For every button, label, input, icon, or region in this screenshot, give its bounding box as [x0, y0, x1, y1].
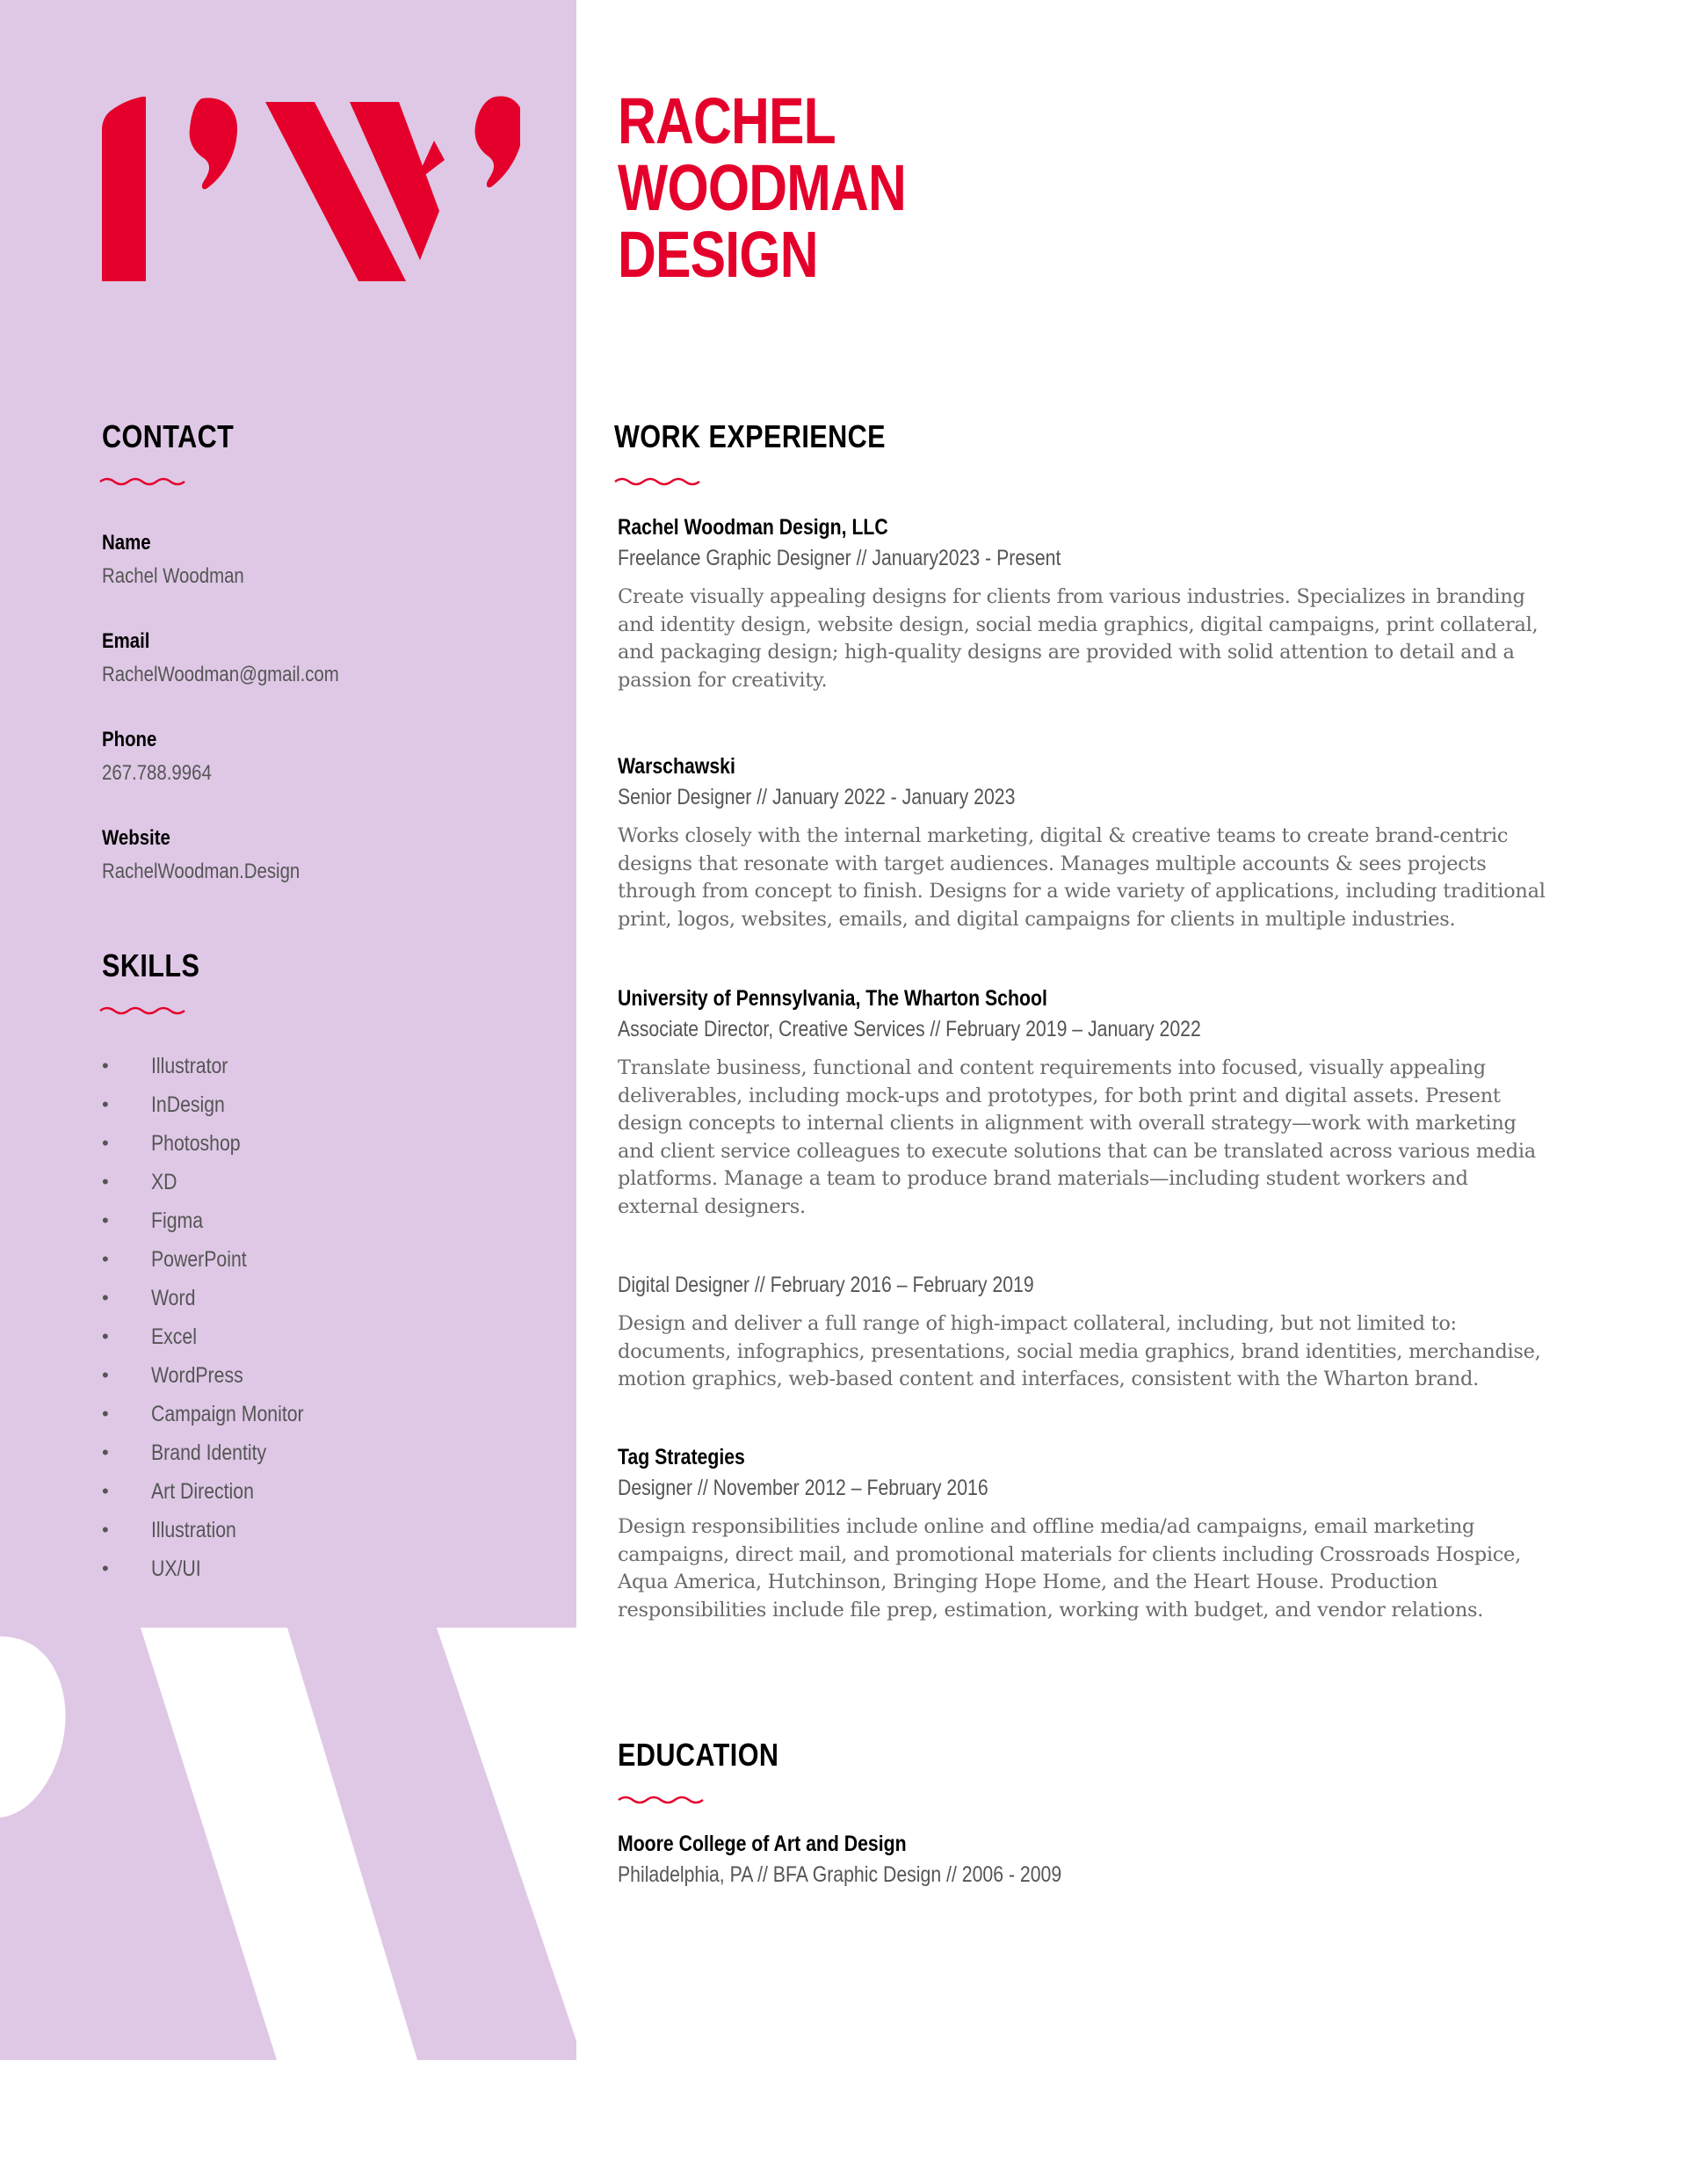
skill-item: • Art Direction: [102, 1477, 330, 1515]
skill-item: • Word: [102, 1283, 330, 1322]
job-entry: [618, 1273, 1549, 1394]
bullet-icon: •: [102, 1287, 109, 1309]
bullet-icon: •: [102, 1364, 109, 1386]
bullet-icon: •: [102, 1055, 109, 1077]
bullet-icon: •: [102, 1480, 109, 1502]
brand-title-line: DESIGN: [618, 218, 818, 291]
skill-item: • Campaign Monitor: [102, 1399, 330, 1438]
squiggle-divider: [98, 1005, 190, 1016]
job-role: Digital Designer // February 2016 – February 2019: [618, 1273, 1034, 1297]
job-entry: [618, 754, 1549, 933]
job-entry: [618, 515, 1549, 694]
bullet-icon: •: [102, 1093, 109, 1115]
skill-item: • Excel: [102, 1322, 330, 1360]
brand-logo: [98, 95, 520, 288]
skill-item: • Photoshop: [102, 1128, 330, 1167]
job-description: Design and deliver a full range of high-impact collateral, including, but not limited to: documents, infographics, presentations, social media graphics, brand identities, merchandise, motion graphics, web-based content and interfaces, consistent with the Wharton brand.: [618, 1312, 1541, 1390]
brand-title: [618, 84, 906, 291]
skills-heading: SKILLS: [102, 947, 200, 983]
job-description: Design responsibilities include online and offline media/ad campaigns, email marketing campaigns, direct mail, and promotional materials for clients including Crossroads Hospice, Aqua America, Hutchinson, Bringing Hope Home, and the Heart House. Production responsibilities include file prep, estimation, working with budget, and vendor relations.: [618, 1515, 1521, 1622]
monogram-decoration: [0, 1628, 576, 2060]
contact-website-link[interactable]: RachelWoodman.Design: [102, 860, 300, 883]
contact-email-link[interactable]: RachelWoodman@gmail.com: [102, 663, 339, 686]
job-company: Tag Strategies: [618, 1445, 745, 1469]
education-heading: EDUCATION: [618, 1737, 779, 1773]
bullet-icon: •: [102, 1248, 109, 1270]
contact-name-value: Rachel Woodman: [102, 564, 244, 588]
education-details: Philadelphia, PA // BFA Graphic Design // 2006 - 2009: [618, 1862, 1062, 1887]
job-role: Senior Designer // January 2022 - January 2023: [618, 785, 1016, 809]
skills-list: [102, 1051, 330, 1593]
skill-item: • WordPress: [102, 1360, 330, 1399]
contact-email-label: Email: [102, 629, 150, 653]
work-experience-heading: WORK EXPERIENCE: [614, 418, 887, 454]
job-role: Designer // November 2012 – February 2016: [618, 1476, 988, 1500]
skill-item: • Illustration: [102, 1515, 330, 1554]
bullet-icon: •: [102, 1171, 109, 1193]
contact-heading: CONTACT: [102, 418, 235, 454]
skill-item: • UX/UI: [102, 1554, 330, 1593]
squiggle-divider: [613, 476, 705, 487]
education-school: Moore College of Art and Design: [618, 1832, 907, 1856]
brand-title-line: WOODMAN: [618, 151, 906, 224]
job-description: Create visually appealing designs for clients from various industries. Specializes in branding and identity design, website design, social media graphics, digital campaigns, print collateral, and packaging design; high-quality designs are provided with solid attention to detail and a passion for creativity.: [618, 585, 1539, 692]
skill-item: • Figma: [102, 1206, 330, 1244]
bullet-icon: •: [102, 1441, 109, 1463]
squiggle-divider: [617, 1795, 708, 1805]
job-company: University of Pennsylvania, The Wharton School: [618, 986, 1047, 1011]
skill-item: • Illustrator: [102, 1051, 330, 1090]
bullet-icon: •: [102, 1209, 109, 1231]
contact-name-label: Name: [102, 531, 151, 555]
bullet-icon: •: [102, 1132, 109, 1154]
bullet-icon: •: [102, 1519, 109, 1541]
skill-item: • InDesign: [102, 1090, 330, 1128]
bullet-icon: •: [102, 1557, 109, 1579]
job-role: Freelance Graphic Designer // January2023 - Present: [618, 546, 1061, 570]
contact-phone-link[interactable]: 267.788.9964: [102, 761, 212, 785]
contact-website-label: Website: [102, 826, 170, 850]
skill-item: • XD: [102, 1167, 330, 1206]
bullet-icon: •: [102, 1403, 109, 1425]
job-company: Warschawski: [618, 754, 735, 779]
job-entry: [618, 1445, 1549, 1624]
skill-item: • Brand Identity: [102, 1438, 330, 1477]
bullet-icon: •: [102, 1325, 109, 1347]
job-role: Associate Director, Creative Services // February 2019 – January 2022: [618, 1017, 1201, 1041]
brand-title-line: RACHEL: [618, 84, 836, 157]
squiggle-divider: [98, 476, 190, 487]
job-description: Translate business, functional and content requirements into focused, visually appealing deliverables, including mock-ups and prototypes, for both print and digital assets. Present design concepts to internal clients in alignment with overall strategy—work with marketing and client service colleagues to execute solutions that can be translated across various media platforms. Manage a team to produce brand materials—including student workers and external designers.: [618, 1056, 1536, 1218]
education-entry: [618, 1832, 1549, 1888]
job-entry: [618, 986, 1549, 1221]
contact-phone-label: Phone: [102, 728, 157, 751]
skill-item: • PowerPoint: [102, 1244, 330, 1283]
job-company: Rachel Woodman Design, LLC: [618, 515, 888, 540]
job-description: Works closely with the internal marketing, digital & creative teams to create brand-centric designs that resonate with target audiences. Manages multiple accounts & sees projects through from concept to finish. Designs for a wide variety of applications, including traditional print, logos, websites, emails, and digital campaigns for clients in multiple industries.: [618, 824, 1546, 931]
